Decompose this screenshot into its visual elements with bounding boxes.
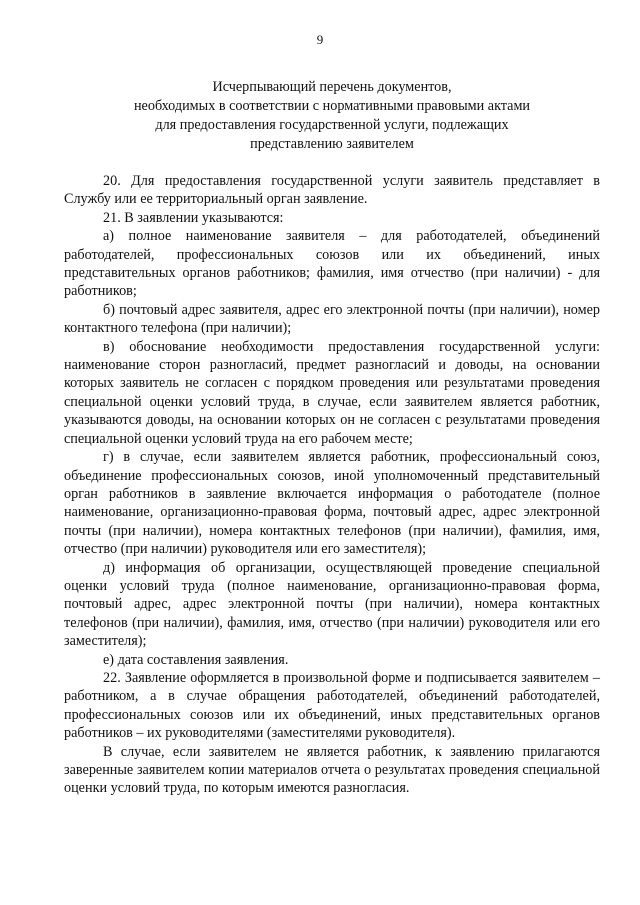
paragraph-21-g: г) в случае, если заявителем является работник, профессиональный союз, объединение профессиональных союзов, иной уполномоченный представительный орган работников в заявление включается информация о работодателе (полное наименование, организационно-правовая форма, почтовый адрес, адрес электронной почты (при наличии), номера контактных телефонов (при наличии), фамилия, имя, отчество (при наличии) руководителя или его заместителя); xyxy=(64,449,600,558)
page-number: 9 xyxy=(316,32,324,47)
paragraph-22: 22. Заявление оформляется в произвольной форме и подписывается заявителем – работником, а в случае обращения работодателей, объединений работодателей, профессиональных союзов или их объединений, иных представительных органов работников – их руководителями (заместителями руководителя). xyxy=(64,669,600,742)
heading-line-3: для предоставления государственной услуги, подлежащих xyxy=(155,117,509,133)
paragraph-21-d: д) информация об организации, осуществляющей проведение специальной оценки условий труда (полное наименование, организационно-правовая форма, почтовый адрес, адрес электронной почты (при наличии), номера контактных телефонов (при наличии), фамилия, имя, отчество (при наличии) руководителя или его заместителя); xyxy=(64,559,600,650)
heading-line-2: необходимых в соответствии с нормативными правовыми актами xyxy=(133,98,531,114)
heading-line-4: представлению заявителем xyxy=(250,136,414,152)
paragraph-21: 21. В заявлении указываются: xyxy=(103,209,284,226)
paragraph-20: 20. Для предоставления государственной услуги заявитель представляет в Службу или ее территориальный орган заявление. xyxy=(64,173,600,208)
paragraph-22-attachments: В случае, если заявителем не является работник, к заявлению прилагаются заверенные заявителем копии материалов отчета о результатах проведения специальной оценки условий труда, по которым имеются разногласия. xyxy=(64,743,600,797)
paragraph-21-a: а) полное наименование заявителя – для работодателей, объединений работодателей, профессиональных союзов или их объединений, иных представительных органов работников; фамилия, имя отчество (при наличии) - для работников; xyxy=(64,228,600,300)
paragraph-21-v: в) обоснование необходимости предоставления государственной услуги: наименование сторон разногласий, предмет разногласий и доводы, на основании которых заявитель не согласен с порядком проведения или результатами проведения специальной оценки условий труда, в случае, если заявителем является работник, указываются доводы, на основании которых он не согласен с результатами проведения специальной оценки условий труда на его рабочем месте; xyxy=(64,338,600,447)
heading-line-1: Исчерпывающий перечень документов, xyxy=(212,79,452,95)
section-heading xyxy=(64,78,600,154)
document-body xyxy=(64,172,600,798)
paragraph-21-e: е) дата составления заявления. xyxy=(103,651,289,668)
paragraph-21-b: б) почтовый адрес заявителя, адрес его электронной почты (при наличии), номер контактного телефона (при наличии); xyxy=(64,301,600,337)
